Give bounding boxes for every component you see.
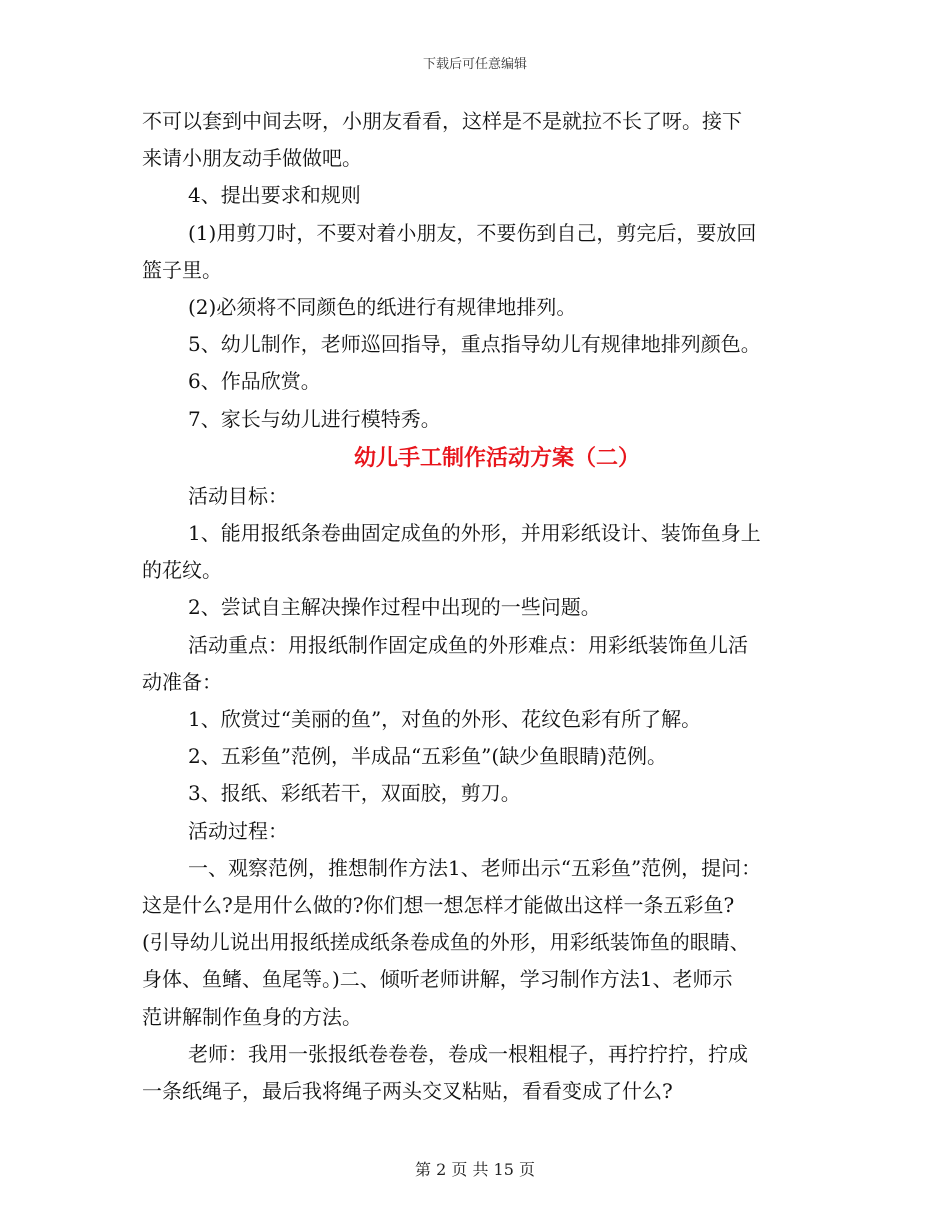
text-line: (2)必须将不同颜色的纸进行有规律地排列。 (188, 295, 577, 320)
section-title: 幼儿手工制作活动方案（二） (353, 444, 640, 471)
text-line: (1)用剪刀时，不要对着小朋友，不要伤到自己，剪完后，要放回 (188, 220, 757, 245)
text-line: 7、家长与幼儿进行模特秀。 (188, 406, 441, 431)
document-body (142, 103, 832, 1110)
text-line: 2、五彩鱼”范例，半成品“五彩鱼”(缺少鱼眼睛)范例。 (188, 744, 668, 769)
text-line: 1、能用报纸条卷曲固定成鱼的外形，并用彩纸设计、装饰鱼身上 (188, 521, 761, 546)
text-line: 1、欣赏过“美丽的鱼”，对鱼的外形、花纹色彩有所了解。 (188, 707, 702, 732)
text-line: 活动重点：用报纸制作固定成鱼的外形难点：用彩纸装饰鱼儿活 (188, 632, 748, 657)
page-footer: 第 2 页 共 15 页 (415, 1160, 535, 1179)
text-line: 4、提出要求和规则 (188, 183, 361, 208)
text-line: 不可以套到中间去呀，小朋友看看，这样是不是就拉不长了呀。接下 (142, 109, 742, 133)
text-line: 范讲解制作鱼身的方法。 (142, 1004, 362, 1029)
text-line: 一条纸绳子，最后我将绳子两头交叉粘贴，看看变成了什么? (142, 1079, 673, 1104)
text-line: (引导幼儿说出用报纸搓成纸条卷成鱼的外形，用彩纸装饰鱼的眼睛、 (142, 930, 750, 955)
text-line: 篮子里。 (142, 257, 222, 282)
text-line: 这是什么?是用什么做的?你们想一想怎样才能做出这样一条五彩鱼? (142, 893, 735, 918)
text-line: 6、作品欣赏。 (188, 369, 321, 394)
text-line: 身体、鱼鳍、鱼尾等。)二、倾听老师讲解，学习制作方法1、老师示 (142, 967, 733, 992)
text-line: 5、幼儿制作，老师巡回指导，重点指导幼儿有规律地排列颜色。 (188, 332, 761, 357)
text-line: 的花纹。 (142, 558, 222, 583)
text-line: 活动目标： (188, 483, 288, 508)
text-line: 活动过程： (188, 818, 288, 843)
page-header: 下载后可任意编辑 (422, 57, 527, 72)
text-line: 动准备： (142, 669, 222, 694)
text-line: 老师：我用一张报纸卷卷卷，卷成一根粗棍子，再拧拧拧，拧成 (188, 1041, 748, 1066)
text-line: 2、尝试自主解决操作过程中出现的一些问题。 (188, 595, 601, 620)
paragraph-block-2 (142, 478, 832, 1110)
text-line: 3、报纸、彩纸若干，双面胶，剪刀。 (188, 781, 521, 806)
text-line: 来请小朋友动手做做吧。 (142, 146, 362, 171)
text-line: 一、观察范例，推想制作方法1、老师出示“五彩鱼”范例，提问： (188, 855, 762, 880)
paragraph-block-1 (142, 103, 832, 438)
